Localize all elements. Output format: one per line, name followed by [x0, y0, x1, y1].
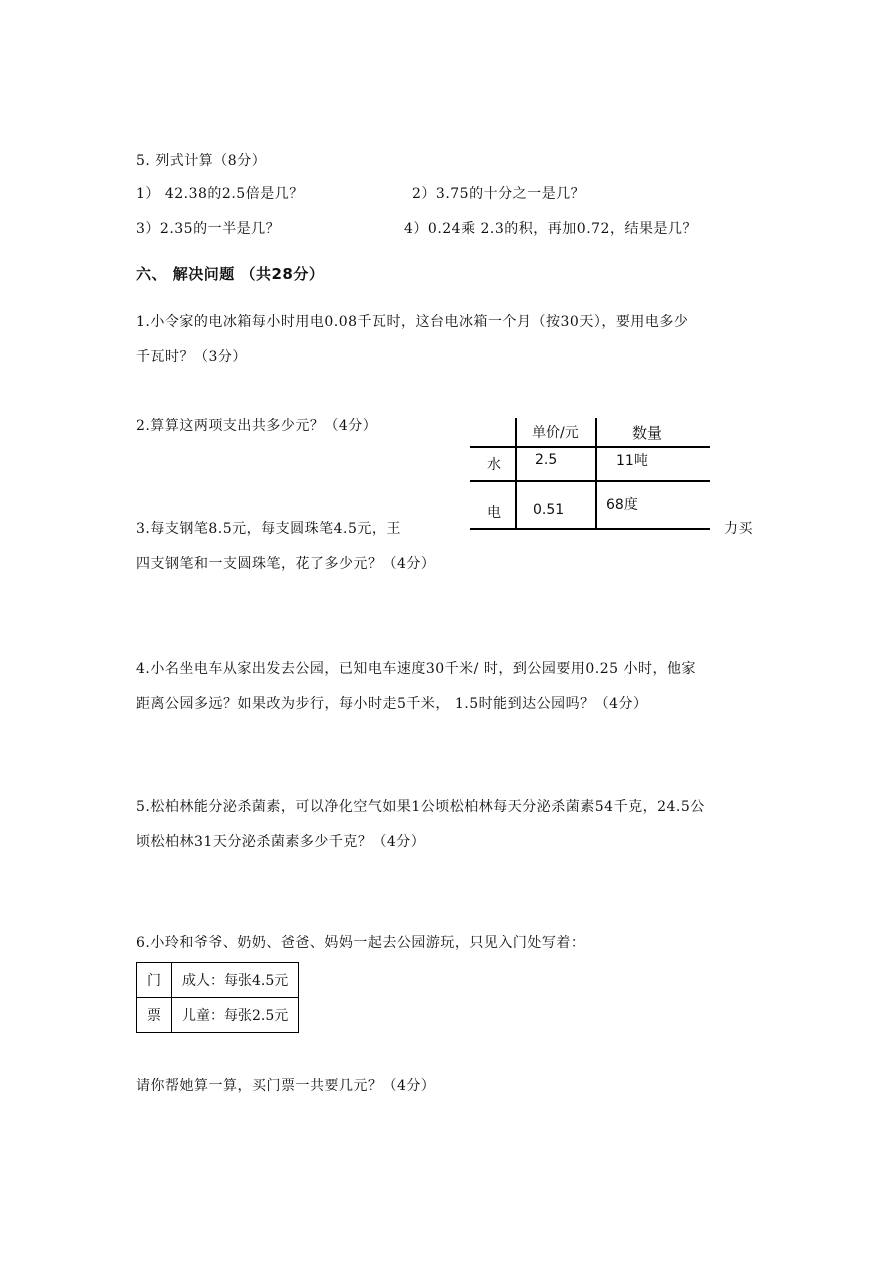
problem-1-line-2: 千瓦时？（3分）: [136, 349, 247, 365]
problem-6-question: 请你帮她算一算，买门票一共要几元？（4分）: [136, 1078, 436, 1094]
ticket-label-2: 票: [137, 998, 172, 1033]
row-electricity-price: 0.51: [533, 502, 565, 518]
header-price: 单价/元: [532, 425, 579, 441]
section-heading: 六、 解决问题 （共28分）: [136, 265, 325, 283]
table-rule-vertical-2: [595, 418, 597, 530]
problem-5-line-1: 5.松柏林能分泌杀菌素，可以净化空气如果1公顷松柏林每天分泌杀菌素54千克，24.5公: [136, 799, 705, 815]
q5-item-1: 1） 42.38的2.5倍是几？: [136, 186, 304, 202]
problem-3-line-1: 3.每支钢笔8.5元，每支圆珠笔4.5元，王: [136, 521, 401, 537]
problem-1-line-1: 1.小令家的电冰箱每小时用电0.08千瓦时，这台电冰箱一个月（按30天），要用电多少: [136, 314, 689, 330]
bill-table: [470, 418, 710, 530]
problem-4-line-2: 距离公园多远？如果改为步行，每小时走5千米， 1.5时能到达公园吗？（4分）: [136, 696, 648, 712]
problem-5-line-2: 顷松柏林31天分泌杀菌素多少千克？（4分）: [136, 834, 426, 850]
problem-4-line-1: 4.小名坐电车从家出发去公园，已知电车速度30千米/ 时，到公园要用0.25 小时，他家: [136, 661, 696, 677]
row-electricity-quantity: 68度: [606, 497, 638, 513]
table-rule-middle: [470, 480, 710, 482]
q5-item-2: 2）3.75的十分之一是几？: [412, 186, 586, 202]
ticket-label-1: 门: [137, 963, 172, 998]
row-water-quantity: 11吨: [616, 453, 648, 469]
problem-6-line-1: 6.小玲和爷爷、奶奶、爸爸、妈妈一起去公园游玩，只见入门处写着：: [136, 935, 586, 951]
q5-item-4: 4）0.24乘 2.3的积，再加0.72，结果是几？: [404, 221, 697, 237]
header-quantity: 数量: [632, 424, 663, 442]
problem-2: 2.算算这两项支出共多少元？（4分）: [136, 418, 378, 434]
problem-3-line-2: 四支钢笔和一支圆珠笔，花了多少元？（4分）: [136, 556, 436, 572]
row-electricity-item: 电: [487, 505, 501, 521]
q5-item-3: 3）2.35的一半是几？: [136, 221, 281, 237]
row-water-item: 水: [487, 457, 501, 473]
child-price: 儿童：每张2.5元: [172, 998, 299, 1033]
table-rule-vertical-1: [515, 418, 517, 530]
q5-title: 5. 列式计算（8分）: [136, 153, 267, 169]
row-water-price: 2.5: [535, 452, 558, 468]
ticket-price-box: [136, 962, 299, 1033]
table-rule-top: [470, 446, 710, 448]
problem-3-line-1-end: 力买: [724, 521, 753, 537]
table-rule-bottom: [470, 528, 710, 530]
adult-price: 成人：每张4.5元: [172, 963, 299, 998]
